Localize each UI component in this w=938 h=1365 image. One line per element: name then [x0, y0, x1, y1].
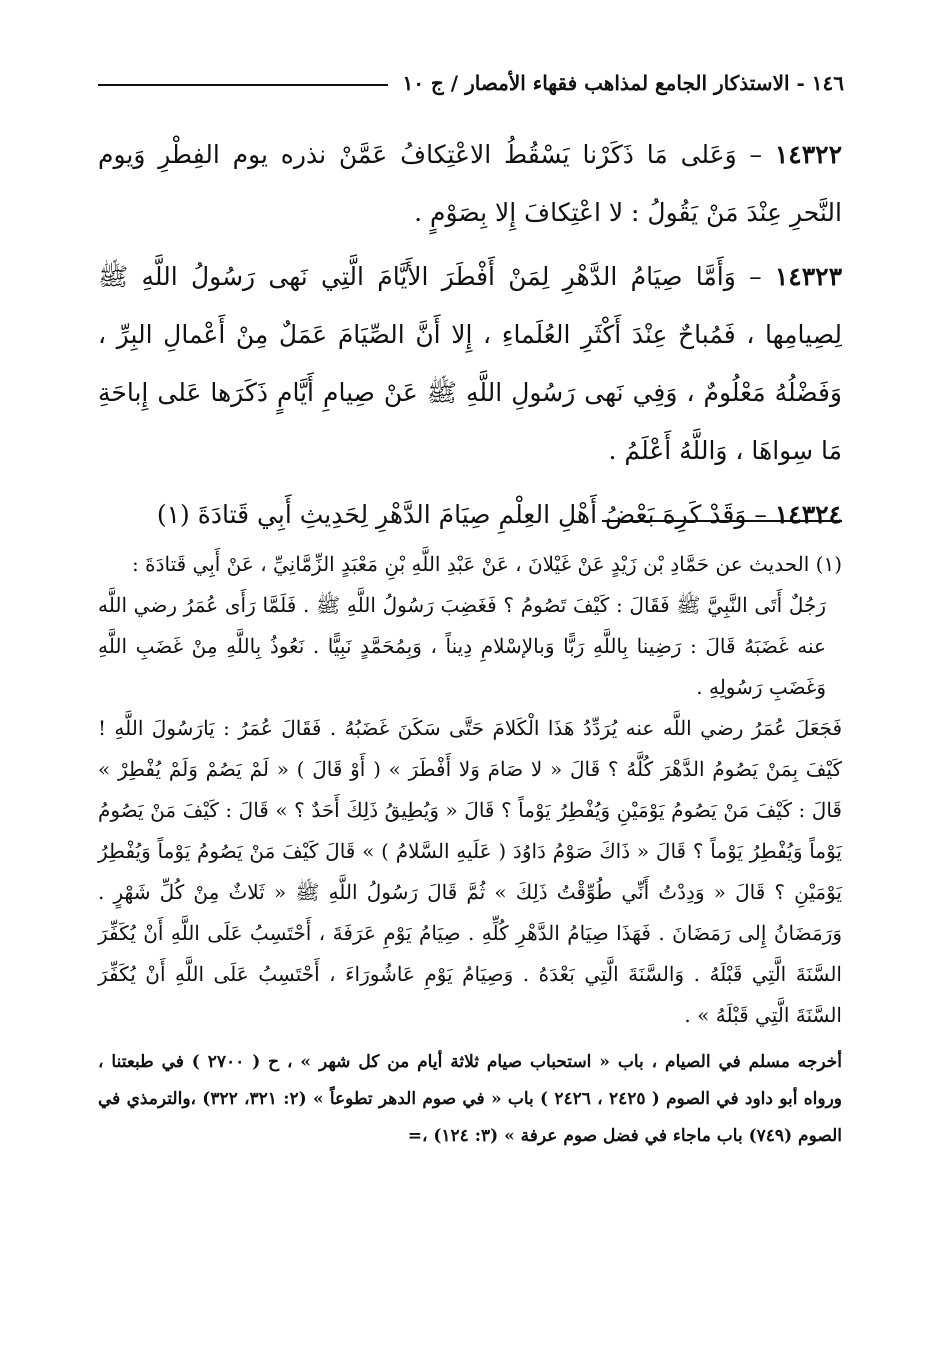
paragraph-number: ١٤٣٢٢ — [774, 140, 842, 169]
footnotes — [98, 544, 842, 1155]
paragraph-text: – وَأَمَّا صِيَامُ الدَّهْرِ لِمَنْ أَفْطَرَ الأَيَّامَ الَّتِي نَهى رَسُولُ اللَّهِ ﷺ لِصِيامِها ، فَمُباحٌ عِنْدَ أَكْثَرِ العُلَماءِ ، إِلا أَنَّ الصِّيَامَ عَمَلٌ مِنْ أَعْمالِ البِرِّ ، وَفَضْلُهُ مَعْلُومٌ ، وَفِي نَهى رَسُولِ اللَّهِ ﷺ عَنْ صِيامِ أَيَّامٍ ذَكَرَها عَلى إِباحَةِ مَا سِواهَا ، وَاللَّهُ أَعْلَمُ . — [98, 262, 842, 465]
paragraph-14323 — [98, 248, 842, 480]
paragraph-14322 — [98, 126, 842, 242]
paragraph-number: ١٤٣٢٣ — [774, 262, 842, 291]
paragraph-text: – وَقَدْ كَرِهَ بَعْضُ أَهْلِ العِلْمِ صِيَامَ الدَّهْرِ لِحَدِيثِ أَبِي قَتادَةَ (١) — [156, 500, 775, 529]
main-text — [98, 126, 842, 550]
footnote-intro: (١) الحديث عن حَمَّادِ بْن زَيْدٍ عَنْ غَيْلانَ ، عَنْ عَبْدِ اللَّهِ بْنِ مَعْبَدٍ الزِّمَّانِيِّ ، عَنْ أَبِي قَتادَةَ : — [132, 552, 842, 576]
paragraph-14324 — [98, 486, 842, 544]
page-header — [98, 68, 844, 98]
footnote-hadith-part-1: رَجُلٌ أَتَى النَّبِيَّ ﷺ فَقَالَ : كَيْفَ تَصُومُ ؟ فَغَضِبَ رَسُولُ اللَّهِ ﷺ . فَلَمَّا رَأَى عُمَرُ رضي اللَّه عنه غَضَبَهُ قَالَ : رَضِينا بِاللَّهِ رَبًّا وَبالإسْلامِ دِيناً ، وَبِمُحَمَّدٍ نَبِيًّا . نَعُوذُ بِاللَّهِ مِنْ غَضَبِ اللَّهِ وَغَضَبِ رَسُولِهِ . — [98, 593, 826, 699]
header-rule — [98, 84, 388, 86]
footnote-sources: أخرجه مسلم في الصيام ، باب « استحباب صيام ثلاثة أيام من كل شهر » ، ح ( ٢٧٠٠ ) في طبعتنا ، ورواه أبو داود في الصوم ( ٢٤٢٥ ، ٢٤٢٦ ) باب « في صوم الدهر تطوعاً » (٢: ٣٢١، ٣٢٢) ،والترمذي في الصوم (٧٤٩) باب ماجاء في فضل صوم عرفة » (٣: ١٢٤) ،= — [98, 1052, 843, 1146]
paragraph-number: ١٤٣٢٤ — [774, 500, 842, 529]
footnote-separator — [602, 520, 842, 522]
paragraph-text: – وَعَلى مَا ذَكَرْنا يَسْقُطُ الاعْتِكافُ عَمَّنْ نذره يوم الفِطْرِ وَيوم النَّحرِ عِنْدَ مَنْ يَقُولُ : لا اعْتِكافَ إِلا بِصَوْمٍ . — [98, 140, 842, 227]
running-title: ١٤٦ - الاستذكار الجامع لمذاهب فقهاء الأمصار / ج ١٠ — [402, 71, 844, 95]
footnote-hadith-part-2: فَجَعَلَ عُمَرُ رضي اللَّه عنه يُرَدِّدُ هَذَا الْكَلامَ حَتَّى سَكَنَ غَضَبُهُ . فَقَالَ عُمَرُ : يَارَسُولَ اللَّهِ ! كَيْفَ بِمَنْ يَصُومُ الدَّهْرَ كُلَّهُ ؟ قَالَ « لا صَامَ وَلا أَفْطَرَ » ( أَوْ قَالَ ) « لَمْ يَصُمْ وَلَمْ يُفْطِرْ » قَالَ : كَيْفَ مَنْ يَصُومُ يَوْمَيْنِ وَيُفْطِرُ يَوْماً ؟ قَالَ « وَيُطِيقُ ذَلِكَ أَحَدٌ ؟ » قَالَ : كَيْفَ مَنْ يَصُومُ يَوْماً وَيُفْطِرُ يَوْماً ؟ قَالَ « ذَاكَ صَوْمُ دَاوُدَ ( عَلَيهِ السَّلامُ ) » قَالَ كَيْفَ مَنْ يَصُومُ يَوْماً وَيُفْطِرُ يَوْمَيْنِ ؟ قَالَ « وَدِدْتُ أَنِّي طُوِّقْتُ ذَلِكَ » ثُمَّ قَالَ رَسُولُ اللَّهِ ﷺ « ثَلاثٌ مِنْ كُلِّ شَهْرٍ . وَرَمَضَانُ إِلى رَمَضَانَ . فَهَذَا صِيَامُ الدَّهْرِ كُلِّهِ . صِيَامُ يَوْمِ عَرَفَةَ ، أَحْتَسِبُ عَلَى اللَّهِ أَنْ يُكَفِّرَ السَّنَةَ الَّتِي قَبْلَهُ . وَالسَّنَةَ الَّتِي بَعْدَهُ . وَصِيَامُ يَوْمِ عَاشُورَاءَ ، أَحْتَسِبُ عَلَى اللَّهِ أَنْ يُكَفِّرَ السَّنَةَ الَّتِي قَبْلَهُ » . — [98, 716, 842, 1027]
